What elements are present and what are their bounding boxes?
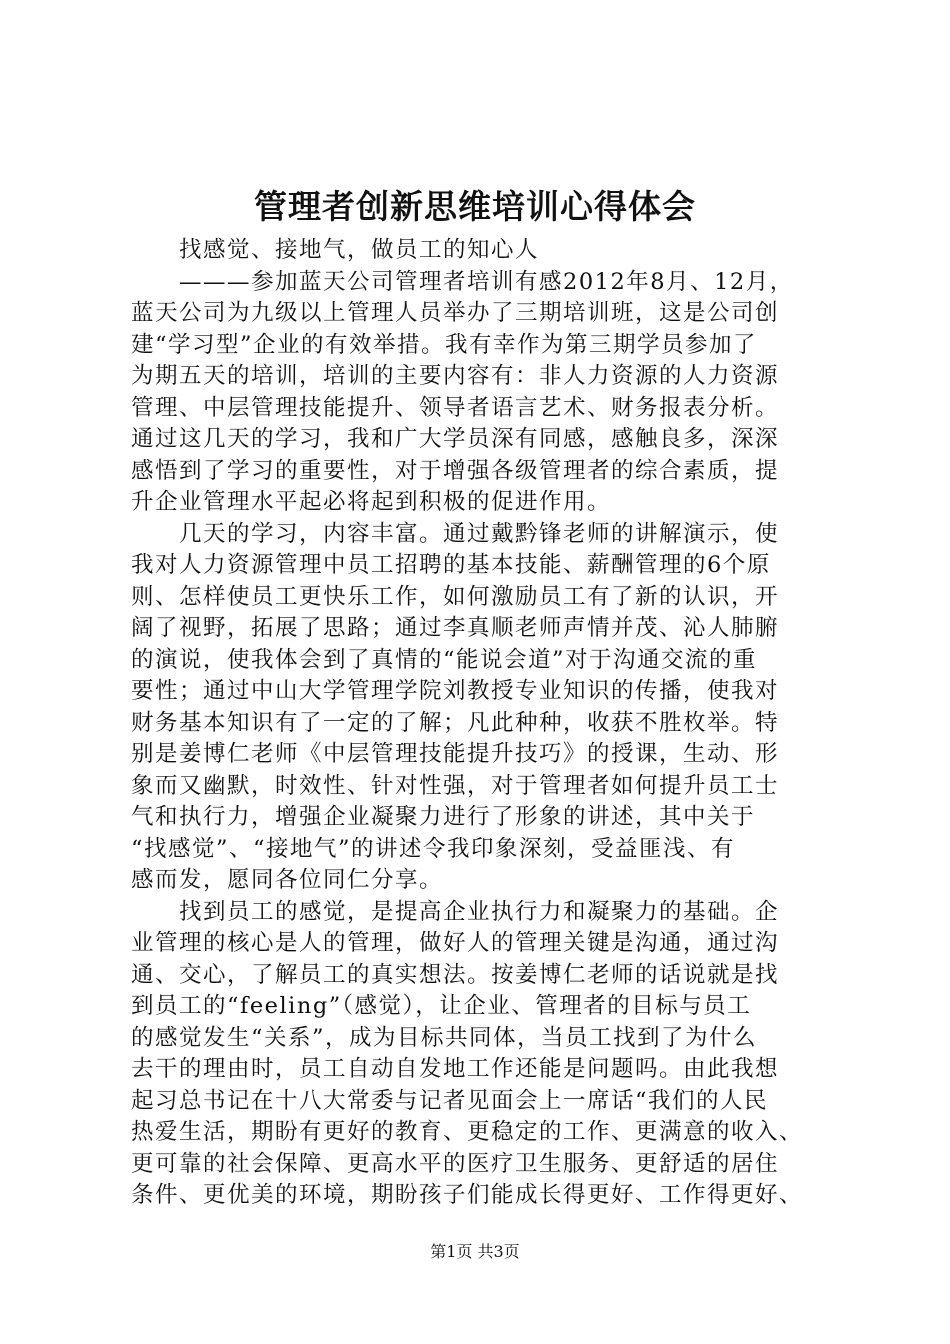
- text-line: 别是姜博仁老师《中层管理技能提升技巧》的授课，生动、形: [131, 741, 780, 767]
- text-line: 几天的学习，内容丰富。通过戴黔锋老师的讲解演示，使: [179, 520, 780, 547]
- text-line: 为期五天的培训，培训的主要内容有：非人力资源的人力资源: [131, 363, 780, 389]
- text-line: 财务基本知识有了一定的了解；凡此种种，收获不胜枚举。特: [131, 709, 780, 736]
- text-line: 感而发，愿同各位同仁分享。: [131, 867, 444, 893]
- document-body: [131, 235, 843, 1212]
- text-line: 气和执行力，增强企业凝聚力进行了形象的讲述，其中关于: [131, 804, 756, 830]
- text-line: 起习总书记在十八大常委与记者见面会上一席话“我们的人民: [131, 1087, 769, 1114]
- text-line: 升企业管理水平起必将起到积极的促进作用。: [131, 489, 612, 515]
- text-line: 找到员工的感觉，是提高企业执行力和凝聚力的基础。企: [179, 898, 780, 925]
- document-title: 管理者创新思维培训心得体会: [254, 187, 696, 226]
- text-line: 到员工的“feeling”（感觉），让企业、管理者的目标与员工: [131, 993, 752, 1019]
- text-line: 我对人力资源管理中员工招聘的基本技能、薪酬管理的6个原: [131, 552, 771, 578]
- text-line: 业管理的核心是人的管理，做好人的管理关键是沟通，通过沟: [131, 930, 780, 956]
- subtitle-line: 找感觉、接地气，做员工的知心人: [179, 237, 540, 263]
- text-line: “找感觉”、“接地气”的讲述令我印象深刻，受益匪浅、有: [131, 835, 736, 862]
- text-line: 象而又幽默，时效性、针对性强，对于管理者如何提升员工士: [131, 772, 780, 799]
- text-line: 通、交心，了解员工的真实想法。按姜博仁老师的话说就是找: [131, 961, 780, 988]
- page-number-footer: 第1页 共3页: [430, 1242, 520, 1261]
- text-line: 管理、中层管理技能提升、领导者语言艺术、财务报表分析。: [131, 394, 780, 421]
- text-line: 感悟到了学习的重要性，对于增强各级管理者的综合素质，提: [131, 457, 780, 484]
- text-line: 通过这几天的学习，我和广大学员深有同感，感触良多，深深: [131, 426, 780, 452]
- text-line: 更可靠的社会保障、更高水平的医疗卫生服务、更舒适的居住: [131, 1150, 780, 1177]
- text-line: 的演说，使我体会到了真情的“能说会道”对于沟通交流的重: [131, 646, 758, 673]
- text-line: 热爱生活，期盼有更好的教育、更稳定的工作、更满意的收入、: [131, 1119, 804, 1145]
- text-line: ———参加蓝天公司管理者培训有感2012年8月、12月，: [179, 268, 794, 295]
- text-line: 则、怎样使员工更快乐工作，如何激励员工有了新的认识，开: [131, 583, 780, 610]
- text-line: 去干的理由时，员工自动自发地工作还能是问题吗。由此我想: [131, 1056, 780, 1082]
- text-line: 条件、更优美的环境，期盼孩子们能成长得更好、工作得更好、: [131, 1182, 804, 1208]
- text-line: 蓝天公司为九级以上管理人员举办了三期培训班，这是公司创: [131, 300, 780, 326]
- text-line: 的感觉发生“关系”，成为目标共同体，当员工找到了为什么: [131, 1024, 758, 1051]
- text-line: 建“学习型”企业的有效举措。我有幸作为第三期学员参加了: [131, 331, 758, 358]
- text-line: 要性；通过中山大学管理学院刘教授专业知识的传播，使我对: [131, 678, 780, 704]
- text-line: 阔了视野，拓展了思路；通过李真顺老师声情并茂、沁人肺腑: [131, 615, 780, 641]
